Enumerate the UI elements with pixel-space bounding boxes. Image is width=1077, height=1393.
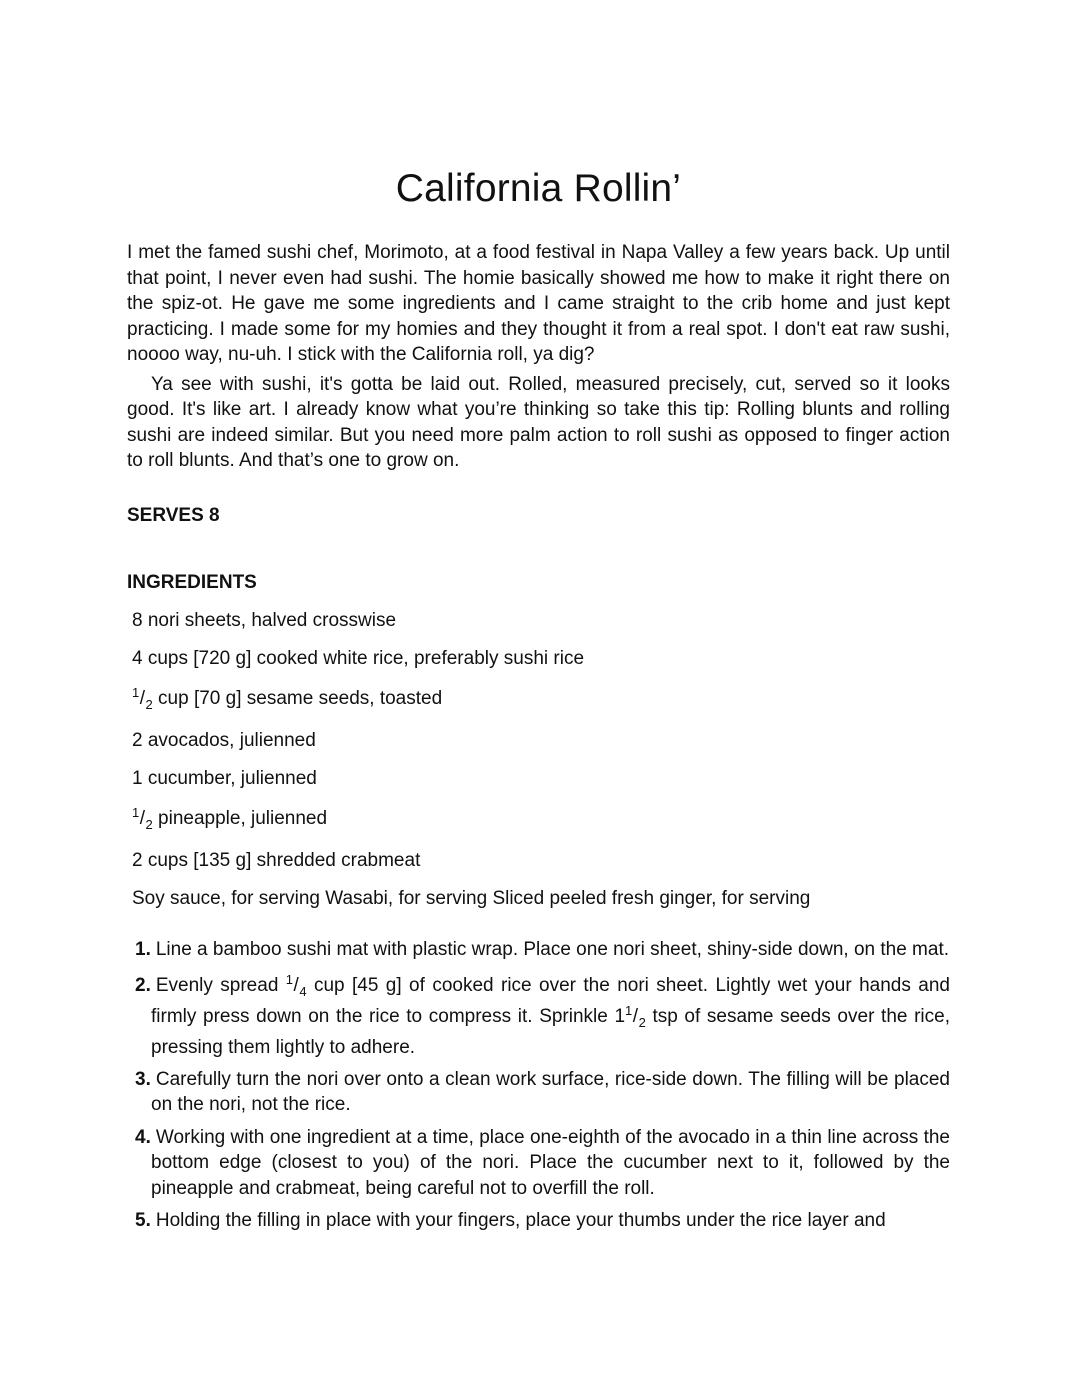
step-number: 3. bbox=[135, 1068, 151, 1090]
ingredient-text: 1 cucumber, julienned bbox=[132, 768, 317, 789]
ingredient-text: pineapple, julienned bbox=[152, 808, 328, 829]
recipe-title: California Rollin’ bbox=[395, 167, 682, 210]
ingredient-item bbox=[132, 730, 316, 752]
ingredient-text: 4 cups [720 g] cooked white rice, preferably sushi rice bbox=[132, 648, 585, 669]
steps-list bbox=[135, 937, 950, 1241]
fraction-denominator: 2 bbox=[145, 817, 153, 832]
step-text: Carefully turn the nori over onto a clean work surface, rice-side down. The filling will be placed on the nori, not the rice. bbox=[151, 1068, 950, 1115]
step-item bbox=[135, 970, 950, 1063]
ingredient-item bbox=[132, 888, 810, 910]
step-item bbox=[135, 1208, 950, 1234]
step-text: tsp of sesame seeds over the rice, pressing them lightly to adhere. bbox=[151, 1005, 950, 1058]
step-item bbox=[135, 937, 950, 963]
fraction-denominator: 4 bbox=[299, 983, 307, 999]
fraction-denominator: 2 bbox=[145, 697, 153, 712]
intro-paragraph: Ya see with sushi, it's gotta be laid out. Rolled, measured precisely, cut, served so it looks good. It's like art. I already know what you’re thinking so take this tip: Rolling blunts and rolling sushi are indeed similar. But you need more palm action to roll sushi as opposed to finger action to roll blunts. And that’s one to grow on. bbox=[127, 373, 950, 471]
step-text: cup [45 g] of cooked rice over the nori sheet. Lightly wet your hands and firmly press down on the rice to compress it. Sprinkle 1 bbox=[151, 974, 950, 1027]
step-number: 4. bbox=[135, 1126, 151, 1148]
fraction-numerator: 1 bbox=[625, 1002, 633, 1018]
ingredients-heading: INGREDIENTS bbox=[127, 572, 257, 593]
fraction: $^1/_2$ bbox=[132, 685, 153, 712]
fraction: $^1/_2$ bbox=[625, 1002, 646, 1030]
ingredient-text: 2 cups [135 g] shredded crabmeat bbox=[132, 850, 421, 871]
ingredient-text: 8 nori sheets, halved crosswise bbox=[132, 610, 397, 631]
fraction-numerator: 1 bbox=[132, 805, 140, 820]
step-text: Line a bamboo sushi mat with plastic wrap. Place one nori sheet, shiny-side down, on the mat. bbox=[155, 939, 950, 960]
ingredient-item bbox=[132, 768, 317, 790]
ingredient-item bbox=[132, 805, 328, 832]
fraction-denominator: 2 bbox=[638, 1014, 646, 1030]
ingredient-text: Soy sauce, for serving Wasabi, for serving Sliced peeled fresh ginger, for serving bbox=[132, 888, 811, 909]
step-number: 5. bbox=[135, 1210, 151, 1231]
fraction-numerator: 1 bbox=[132, 685, 140, 700]
ingredient-item bbox=[132, 610, 396, 632]
step-text: Working with one ingredient at a time, place one-eighth of the avocado in a thin line across the bottom edge (closest to you) of the nori. Place the cucumber next to it, followed by the pineapple and crabmeat, being careful not to overfill the roll. bbox=[151, 1126, 950, 1199]
step-text: Evenly spread bbox=[155, 974, 286, 996]
step-text: Holding the filling in place with your fingers, place your thumbs under the rice layer and bbox=[155, 1210, 886, 1231]
step-item bbox=[135, 1125, 950, 1202]
ingredient-text: cup [70 g] sesame seeds, toasted bbox=[152, 688, 443, 709]
serves-heading: SERVES 8 bbox=[127, 505, 220, 526]
intro-paragraph: I met the famed sushi chef, Morimoto, at a food festival in Napa Valley a few years back. Up until that point, I never even had sushi. The homie basically showed me how to make it right there on the spiz-ot. He gave me some ingredients and I came straight to the crib home and just kept practicing. I made some for my homies and they thought it from a real spot. I don't eat raw sushi, noooo way, nu-uh. I stick with the California roll, ya dig? bbox=[127, 242, 950, 365]
ingredient-item bbox=[132, 685, 443, 712]
ingredient-text: 2 avocados, julienned bbox=[132, 730, 316, 751]
recipe-intro bbox=[127, 240, 950, 474]
fraction-numerator: 1 bbox=[285, 971, 294, 987]
step-number: 1. bbox=[135, 939, 151, 960]
ingredient-item bbox=[132, 648, 584, 670]
fraction: $^1/_4$ bbox=[285, 971, 307, 999]
step-number: 2. bbox=[135, 974, 151, 996]
fraction: $^1/_2$ bbox=[132, 805, 153, 832]
ingredient-item bbox=[132, 850, 420, 872]
step-item bbox=[135, 1067, 950, 1118]
